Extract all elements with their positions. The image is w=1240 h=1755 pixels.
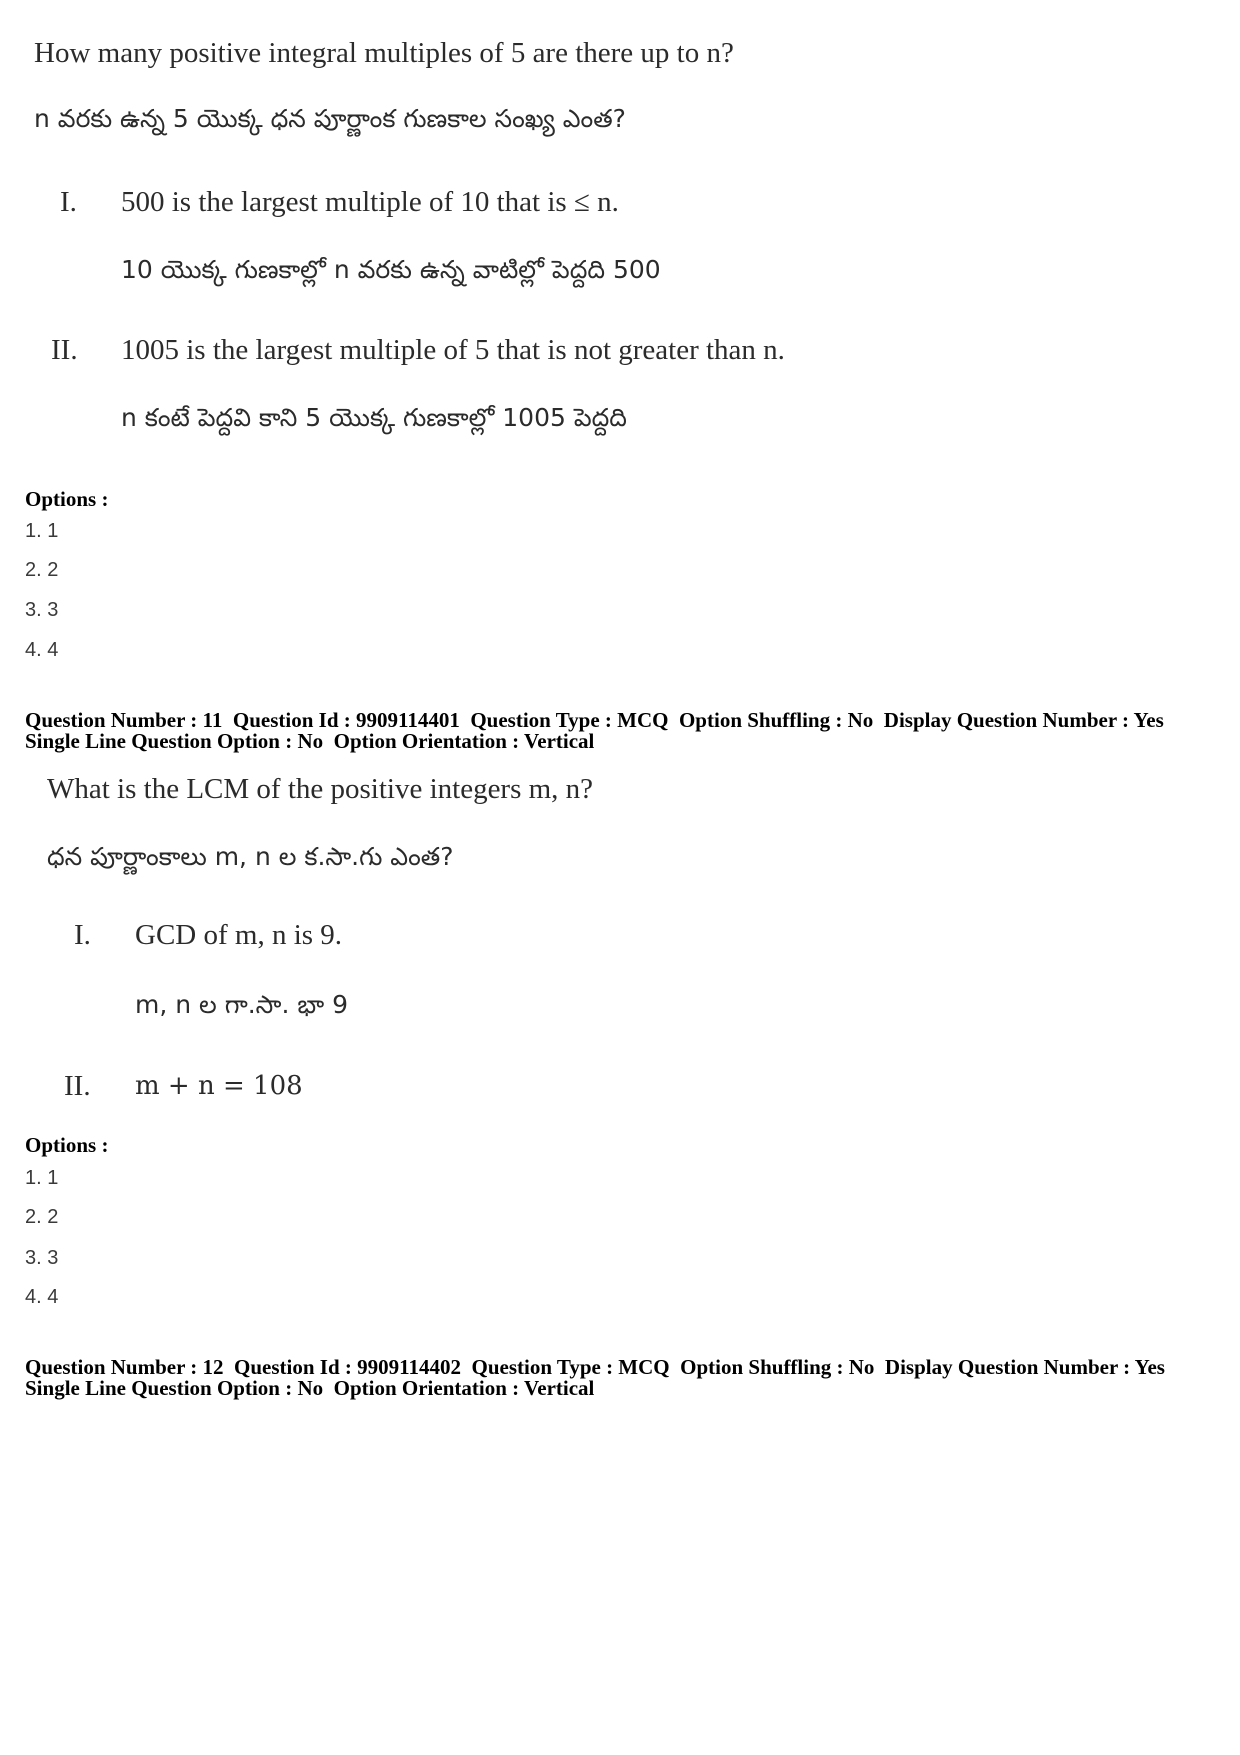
question-text-english: How many positive integral multiples of 5 are there up to n? (34, 37, 734, 69)
option-item: 1. 1 (25, 1167, 59, 1189)
statement-numeral: I. (60, 186, 77, 218)
question-text-telugu: n వరకు ఉన్న 5 యొక్క ధన పూర్ణాంక గుణకాల సంఖ్య ఎంత? (34, 104, 626, 133)
question-header-line: Question Number : 12 Question Id : 9909114402 Question Type : MCQ Option Shuffling : No Display Question Number : Yes (25, 1355, 1165, 1379)
statement-numeral: I. (74, 919, 91, 951)
statement-numeral: II. (64, 1070, 91, 1102)
statement-text-english: GCD of m, n is 9. (135, 919, 343, 951)
statement-text-english: 1005 is the largest multiple of 5 that is not greater than n. (121, 334, 785, 366)
statement-numeral: II. (51, 334, 78, 366)
question-header-line: Single Line Question Option : No Option Orientation : Vertical (25, 1376, 595, 1400)
option-item: 4. 4 (25, 1286, 59, 1308)
statement-text-telugu: 10 యొక్క గుణకాల్లో n వరకు ఉన్న వాటిల్లో పెద్దది 500 (121, 255, 661, 284)
option-item: 2. 2 (25, 559, 59, 581)
option-item: 1. 1 (25, 520, 59, 542)
statement-equation: m + n = 108 (135, 1071, 303, 1101)
option-item: 4. 4 (25, 639, 59, 661)
question-header-line: Question Number : 11 Question Id : 9909114401 Question Type : MCQ Option Shuffling : No Display Question Number : Yes (25, 708, 1164, 732)
option-item: 2. 2 (25, 1206, 59, 1228)
option-item: 3. 3 (25, 599, 59, 621)
question-text-english: What is the LCM of the positive integers m, n? (47, 773, 594, 805)
options-label: Options : (25, 1133, 109, 1157)
statement-text-telugu: n కంటే పెద్దవి కాని 5 యొక్క గుణకాల్లో 1005 పెద్దది (121, 403, 627, 432)
question-header-line: Single Line Question Option : No Option Orientation : Vertical (25, 729, 595, 753)
option-item: 3. 3 (25, 1247, 59, 1269)
question-text-telugu: ధన పూర్ణాంకాలు m, n ల క.సా.గు ఎంత? (47, 842, 454, 871)
statement-text-english: 500 is the largest multiple of 10 that is ≤ n. (121, 186, 619, 218)
statement-text-telugu: m, n ల గా.సా. భా 9 (135, 990, 349, 1019)
options-label: Options : (25, 487, 109, 511)
